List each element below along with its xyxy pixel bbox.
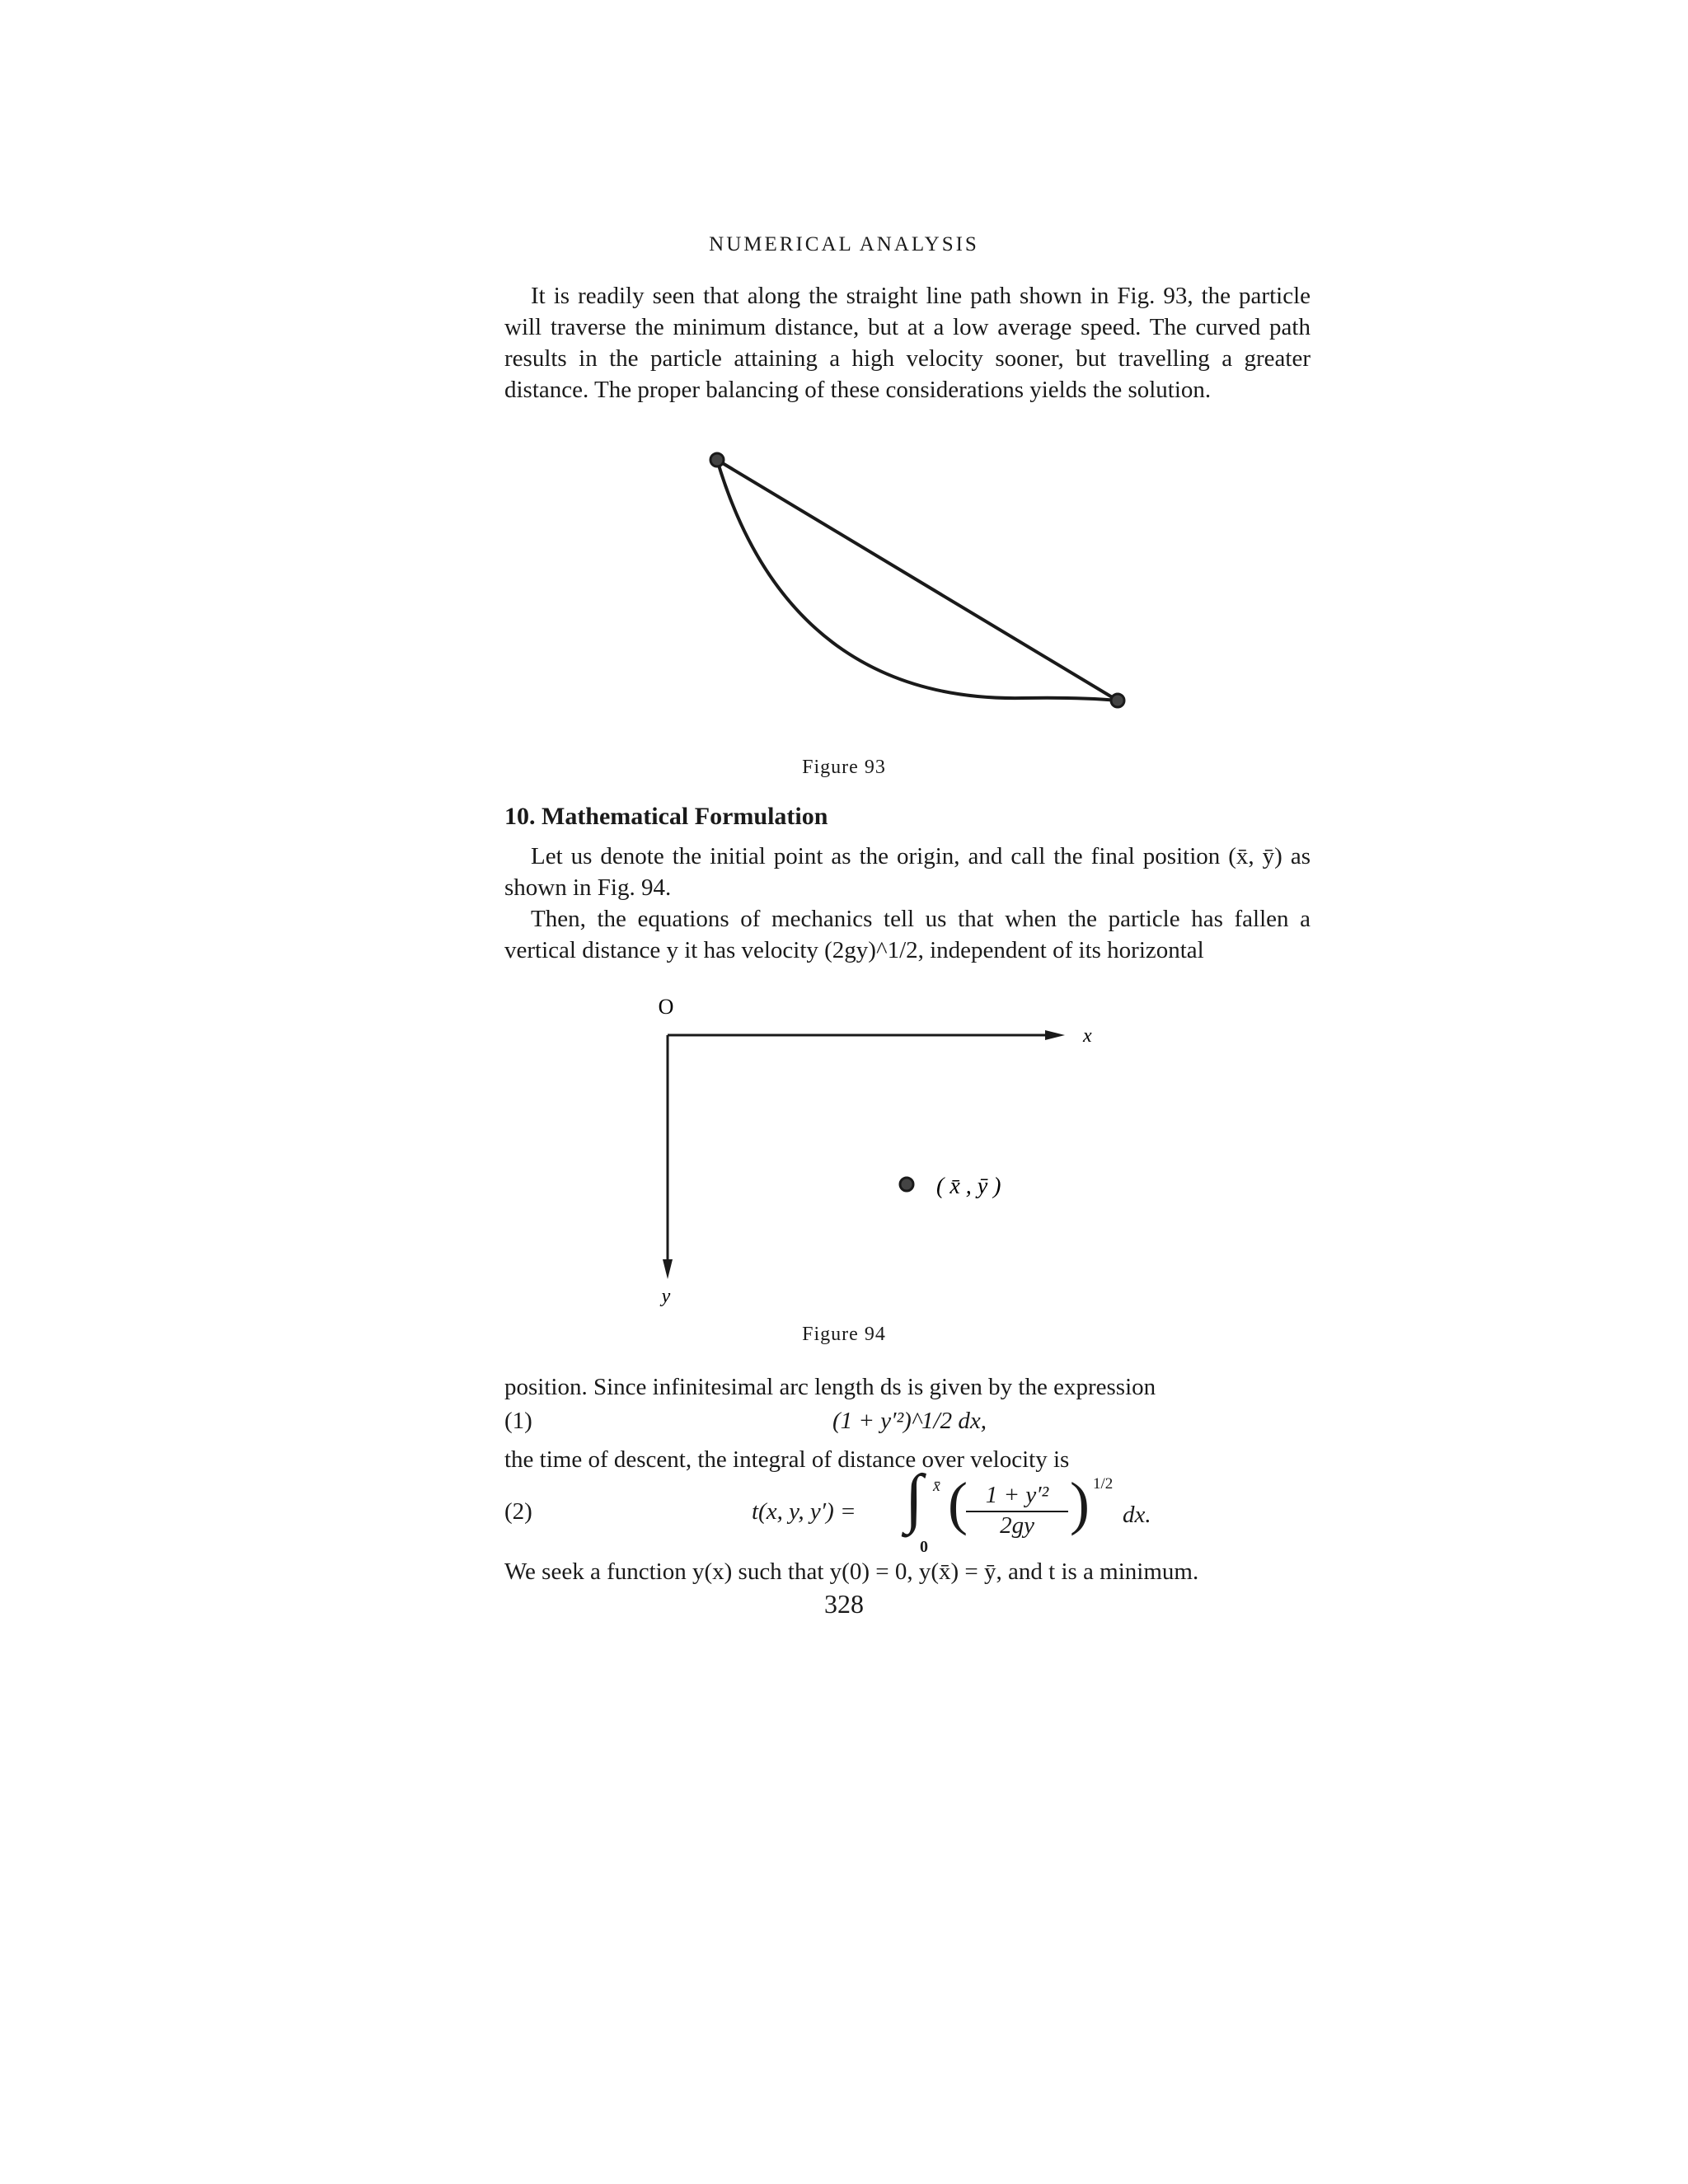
equation-2-fraction <box>966 1482 1068 1540</box>
equation-2-exponent: 1/2 <box>1093 1475 1114 1493</box>
equation-2-lhs: t(x, y, y′) = <box>752 1498 856 1525</box>
continuation-paragraph-1: position. Since infinitesimal arc length ds is given by the expression <box>504 1374 1156 1400</box>
figure-94 <box>0 972 1688 1319</box>
figure-94-caption: Figure 94 <box>802 1324 886 1345</box>
equation-2-number: (2) <box>504 1498 532 1525</box>
continuation-paragraph-3: We seek a function y(x) such that y(0) = 0, y(x̄) = ȳ, and t is a minimum. <box>504 1558 1199 1585</box>
y-axis-label: y <box>661 1286 671 1307</box>
integral-sign-icon: ∫ <box>905 1462 923 1535</box>
equation-2-upper-limit: x̄ <box>933 1477 940 1495</box>
page-number: 328 <box>824 1589 864 1619</box>
running-head: NUMERICAL ANALYSIS <box>709 233 979 255</box>
final-point <box>900 1178 913 1191</box>
final-point-label: ( x̄ , ȳ ) <box>936 1174 1001 1199</box>
section-paragraph-2: Then, the equations of mechanics tell us that when the particle has fallen a vertical distance y it has velocity (2gy)^1/2, independent of its horizontal <box>504 906 1311 963</box>
equation-1-number: (1) <box>504 1408 532 1434</box>
left-paren-icon: ( <box>948 1470 968 1536</box>
x-axis-arrow-icon <box>1045 1030 1065 1040</box>
start-point <box>710 453 724 466</box>
origin-label: O <box>658 995 674 1019</box>
equation-2-tail: dx. <box>1123 1502 1151 1528</box>
straight-path <box>717 460 1118 701</box>
x-axis-label: x <box>1083 1025 1092 1047</box>
equation-1: (1 + y′²)^1/2 dx, <box>832 1408 987 1434</box>
equation-2-lower-limit: 0 <box>920 1538 928 1556</box>
equation-2-numerator: 1 + y′² <box>966 1482 1068 1512</box>
end-point <box>1111 694 1124 707</box>
right-paren-icon: ) <box>1070 1470 1090 1536</box>
section-heading: 10. Mathematical Formulation <box>504 803 828 830</box>
y-axis-arrow-icon <box>663 1259 673 1279</box>
section-paragraph-1: Let us denote the initial point as the origin, and call the final position (x̄, ȳ) as shown in Fig. 94. <box>504 843 1311 901</box>
figure-93-caption: Figure 93 <box>802 757 886 778</box>
figure-93 <box>0 0 1688 742</box>
intro-paragraph: It is readily seen that along the straight line path shown in Fig. 93, the particle will traverse the minimum distance, but at a low average speed. The curved path results in the particle attaining a high velocity sooner, but travelling a greater distance. The proper balancing of these considerations yields the solution. <box>504 283 1311 403</box>
continuation-paragraph-2: the time of descent, the integral of distance over velocity is <box>504 1446 1070 1473</box>
equation-2-denominator: 2gy <box>1000 1512 1034 1539</box>
